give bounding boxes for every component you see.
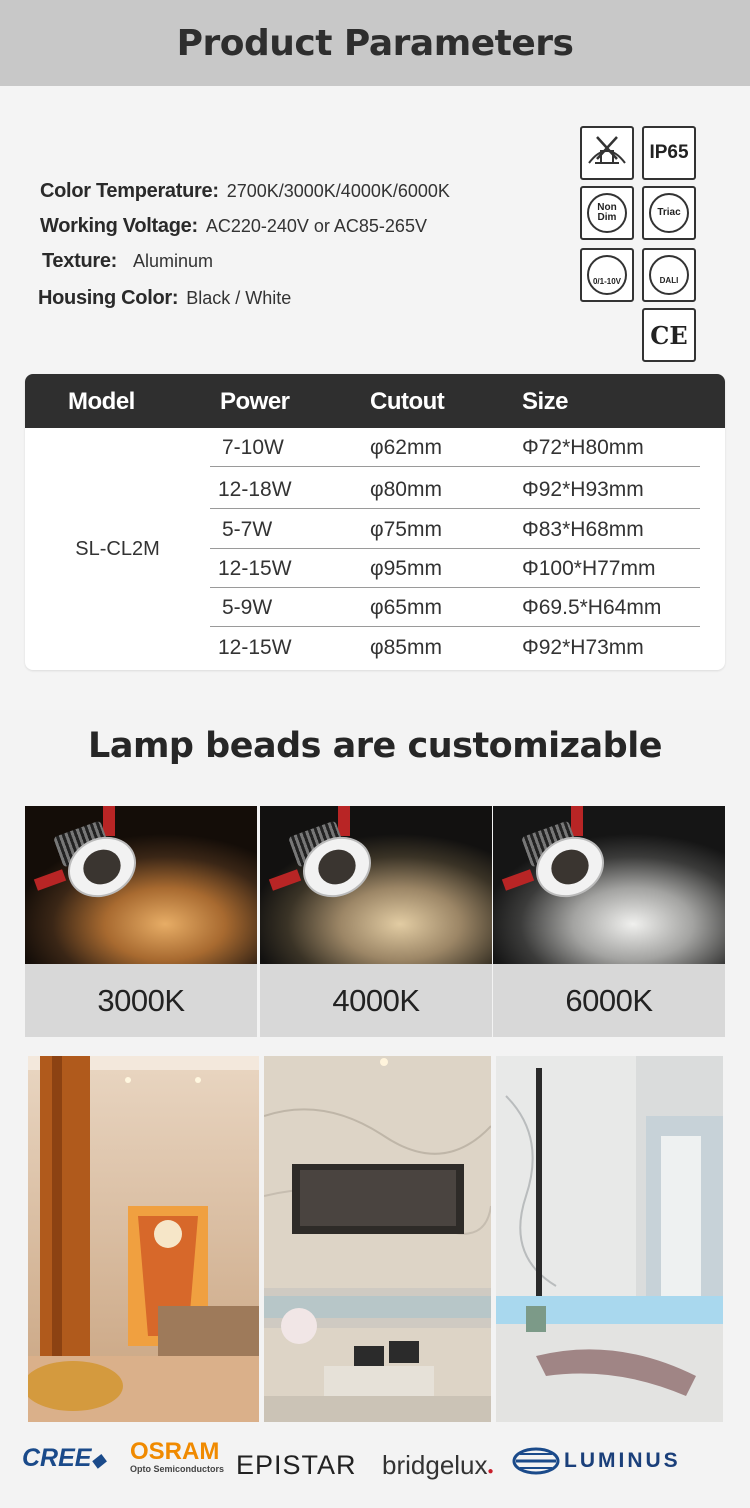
spec-value: Black / White: [186, 288, 292, 308]
luminus-logo: [512, 1446, 681, 1476]
osram-logo: [130, 1440, 224, 1474]
cct-option-4000k: [260, 806, 492, 1037]
non-dim-label-line2: Dim: [597, 212, 617, 223]
triac-icon: [642, 186, 696, 240]
cutout-cell: φ75mm: [370, 518, 442, 541]
model-cell: SL-CL2M: [75, 537, 160, 560]
lamp-photo-6000k: [493, 806, 725, 964]
cutout-cell: φ62mm: [370, 436, 442, 459]
room-photo-neutral: [264, 1056, 491, 1422]
table-row: [210, 549, 700, 588]
dimming-0-10v-icon: [580, 248, 634, 302]
ce-mark-icon: [642, 308, 696, 362]
triac-label: Triac: [657, 207, 681, 218]
non-dim-label-line1: Non: [597, 202, 617, 213]
column-header-power: Power: [220, 388, 290, 415]
room-photo-warm: [28, 1056, 259, 1422]
lamp-section-title: Lamp beads are customizable: [88, 726, 662, 766]
dim-010-label: 0/1-10V: [592, 277, 622, 286]
page-header: [0, 0, 750, 86]
cutout-cell: φ85mm: [370, 636, 442, 659]
power-cell: 5-7W: [222, 518, 273, 541]
cree-label: CREE: [22, 1444, 92, 1472]
column-header-size: Size: [522, 388, 569, 415]
table-row: [210, 628, 700, 667]
power-cell: 12-15W: [218, 557, 292, 580]
table-row: [210, 588, 700, 627]
non-dim-icon: [580, 186, 634, 240]
brand-logos: [0, 1436, 750, 1496]
no-insulation-cover-icon: [580, 126, 634, 180]
table-row: [210, 510, 700, 549]
osram-label: OSRAM: [130, 1438, 220, 1465]
luminus-label: LUMINUS: [564, 1449, 681, 1472]
size-cell: Φ92*H73mm: [522, 636, 644, 659]
size-cell: Φ100*H77mm: [522, 557, 656, 580]
power-cell: 5-9W: [222, 596, 273, 619]
table-row: [210, 470, 700, 509]
spec-key: Housing Color:: [38, 287, 179, 309]
bridgelux-label: bridgelux: [382, 1450, 488, 1480]
size-cell: Φ92*H93mm: [522, 478, 644, 501]
cct-label: 3000K: [25, 964, 257, 1037]
ce-label: CE: [650, 320, 688, 350]
cct-label: 4000K: [260, 964, 492, 1037]
size-cell: Φ72*H80mm: [522, 436, 644, 459]
power-cell: 12-18W: [218, 478, 292, 501]
ip65-label: IP65: [649, 142, 689, 163]
ip65-badge: [642, 126, 696, 180]
dali-label: DALI: [659, 276, 679, 285]
spec-key: Working Voltage:: [40, 215, 198, 237]
lamp-photo-4000k: [260, 806, 492, 964]
dali-icon: [642, 248, 696, 302]
cutout-cell: φ95mm: [370, 557, 442, 580]
power-cell: 12-15W: [218, 636, 292, 659]
spec-value: Aluminum: [133, 251, 214, 271]
column-header-model: Model: [68, 388, 135, 415]
lamp-photo-3000k: [25, 806, 257, 964]
size-cell: Φ69.5*H64mm: [522, 596, 662, 619]
table-row: [210, 428, 700, 467]
luminus-swoosh-icon: [512, 1446, 560, 1476]
spec-housing-color: [38, 287, 291, 310]
cct-option-3000k: [25, 806, 257, 1037]
room-photo-cool: [496, 1056, 723, 1422]
spec-texture: [42, 250, 213, 273]
cct-option-6000k: [493, 806, 725, 1037]
spec-value: 2700K/3000K/4000K/6000K: [226, 181, 450, 201]
cree-logo: CREE◆: [22, 1444, 106, 1472]
size-cell: Φ83*H68mm: [522, 518, 644, 541]
epistar-logo: EPISTAR: [236, 1450, 357, 1480]
spec-color-temperature: [40, 180, 450, 203]
osram-sub-label: Opto Semiconductors: [130, 1464, 225, 1474]
cct-label: 6000K: [493, 964, 725, 1037]
bridgelux-logo: bridgelux●: [382, 1450, 494, 1480]
power-cell: 7-10W: [222, 436, 284, 459]
spec-key: Color Temperature:: [40, 180, 219, 202]
spec-key: Texture:: [42, 250, 118, 272]
spec-value: AC220-240V or AC85-265V: [205, 216, 427, 236]
table-header: [25, 374, 725, 428]
cutout-cell: φ80mm: [370, 478, 442, 501]
cutout-cell: φ65mm: [370, 596, 442, 619]
spec-working-voltage: [40, 215, 427, 238]
spec-table: [25, 374, 725, 670]
column-header-cutout: Cutout: [370, 388, 445, 415]
page-title: Product Parameters: [176, 22, 574, 64]
